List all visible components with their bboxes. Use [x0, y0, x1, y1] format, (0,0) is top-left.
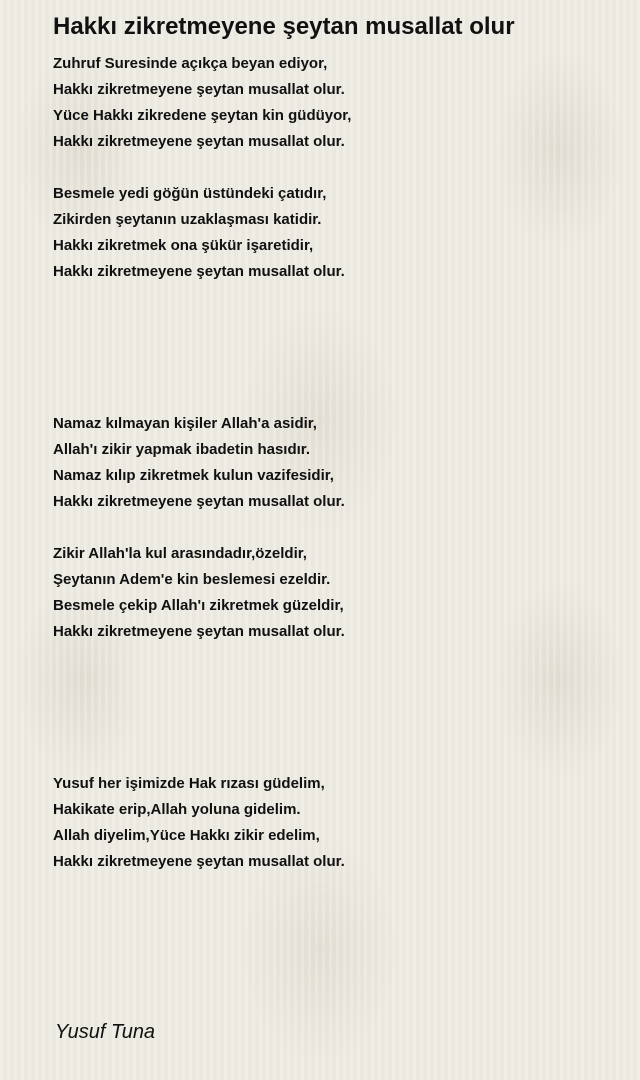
poem-line: Hakkı zikretmeyene şeytan musallat olur. — [53, 853, 345, 870]
poem-line: Hakkı zikretmeyene şeytan musallat olur. — [53, 263, 345, 280]
poem-line: Besmele çekip Allah'ı zikretmek güzeldir, — [53, 597, 344, 614]
poem-line: Hakkı zikretmeyene şeytan musallat olur. — [53, 493, 345, 510]
poem-line: Hakkı zikretmeyene şeytan musallat olur. — [53, 81, 345, 98]
poem-author: Yusuf Tuna — [55, 1021, 156, 1043]
stanza-2 — [53, 181, 345, 285]
poem-line: Şeytanın Adem'e kin beslemesi ezeldir. — [53, 571, 331, 588]
poem-line: Yüce Hakkı zikredene şeytan kin güdüyor, — [53, 107, 352, 124]
poem-line: Zikir Allah'la kul arasındadır,özeldir, — [53, 545, 307, 562]
poem-line: Namaz kılıp zikretmek kulun vazifesidir, — [53, 467, 334, 484]
poem-line: Hakikate erip,Allah yoluna gidelim. — [53, 801, 301, 818]
poem-line: Hakkı zikretmeyene şeytan musallat olur. — [53, 623, 345, 640]
poem-line: Zikirden şeytanın uzaklaşması katidir. — [53, 211, 322, 228]
poem-line: Hakkı zikretmek ona şükür işaretidir, — [53, 237, 314, 254]
poem-line: Yusuf her işimizde Hak rızası güdelim, — [53, 775, 325, 792]
poem-line: Allah diyelim,Yüce Hakkı zikir edelim, — [53, 827, 320, 844]
poem-line: Namaz kılmayan kişiler Allah'a asidir, — [53, 415, 317, 432]
stanza-4 — [53, 541, 345, 645]
poem-line: Allah'ı zikir yapmak ibadetin hasıdır. — [53, 441, 310, 458]
poem-title: Hakkı zikretmeyene şeytan musallat olur — [53, 13, 515, 40]
poem-line: Hakkı zikretmeyene şeytan musallat olur. — [53, 133, 345, 150]
poem-line: Zuhruf Suresinde açıkça beyan ediyor, — [53, 55, 328, 72]
poem-line: Besmele yedi göğün üstündeki çatıdır, — [53, 185, 327, 202]
stanza-5 — [53, 771, 345, 875]
stanza-1 — [53, 51, 351, 155]
stanza-3 — [53, 411, 345, 515]
